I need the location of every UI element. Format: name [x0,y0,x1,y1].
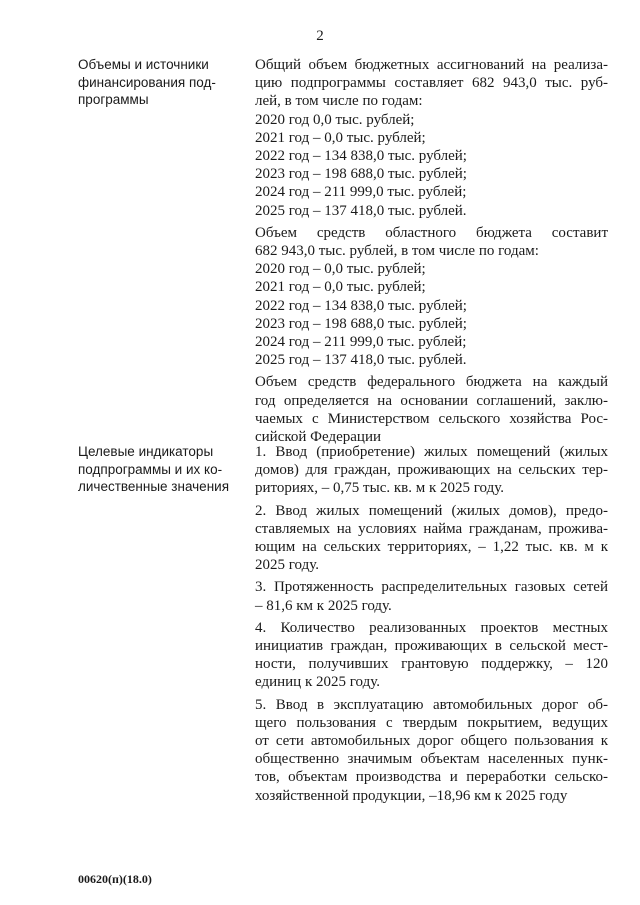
text-line: 5. Ввод в эксплуатацию автомобильных дорог об- [255,696,608,713]
text-line: Общий объем бюджетных ассигнований на реализа- [255,57,608,73]
text-line: 2023 год – 198 688,0 тыс. рублей; [255,315,467,332]
paragraph [255,578,608,614]
text-line: чаемых с Министерством сельского хозяйства Рос- [255,410,608,427]
label-line: личественные значения [78,479,229,494]
indicators-label [78,443,238,496]
text-line: 4. Количество реализованных проектов местных [255,619,608,636]
text-line: 1. Ввод (приобретение) жилых помещений (жилых [255,444,608,460]
paragraph [255,224,608,370]
label-line: Объемы и источники [78,57,209,72]
text-line: 2025 году. [255,557,319,574]
text-line: 2022 год – 134 838,0 тыс. рублей; [255,148,467,165]
financing-content [255,56,608,450]
text-line: 2025 год – 137 418,0 тыс. рублей. [255,352,467,369]
text-line: ставляемых на условиях найма гражданам, прожива- [255,520,608,537]
text-line: 2021 год – 0,0 тыс. рублей; [255,279,426,296]
text-line: 2023 год – 198 688,0 тыс. рублей; [255,166,467,183]
label-line: финансирования под- [78,74,216,90]
paragraph [255,619,608,692]
text-line: домов) для граждан, проживающих на сельских тер- [255,462,608,479]
text-line: инициатив граждан, проживающих в сельской мест- [255,638,608,655]
footer-code: 00620(п)(18.0) [78,872,152,886]
text-line: лей, в том числе по годам: [255,93,423,110]
text-line: 3. Протяженность распределительных газовых сетей [255,579,608,596]
text-line: 2022 год – 134 838,0 тыс. рублей; [255,297,467,314]
text-line: 2025 год – 137 418,0 тыс. рублей. [255,202,467,219]
page-number: 2 [316,28,324,44]
text-line: риториях, – 0,75 тыс. кв. м к 2025 году. [255,480,504,497]
text-line: – 81,6 км к 2025 году. [255,597,392,614]
text-line: тов, объектам производства и переработки сельско- [255,769,608,786]
text-line: 2020 год 0,0 тыс. рублей; [255,111,415,128]
text-line: 2021 год – 0,0 тыс. рублей; [255,129,426,146]
text-line: от сети автомобильных дорог общего пользования к [255,733,608,750]
paragraph [255,56,608,220]
text-line: общественно значимым объектам населенных пунк- [255,751,608,768]
text-line: щего пользования с твердым покрытием, ведущих [255,714,608,731]
text-line: 682 943,0 тыс. рублей, в том числе по годам: [255,243,539,260]
paragraph [255,443,608,498]
text-line: цию подпрограммы составляет 682 943,0 тыс. руб- [255,75,608,92]
indicators-content [255,443,608,809]
text-line: 2024 год – 211 999,0 тыс. рублей; [255,334,467,351]
text-line: хозяйственной продукции, –18,96 км к 2025 году [255,787,568,804]
paragraph [255,696,608,805]
text-line: Объем средств федерального бюджета на каждый [255,374,608,391]
text-line: 2020 год – 0,0 тыс. рублей; [255,261,426,278]
text-line: год определяется на основании соглашений, заклю- [255,392,608,409]
label-line: Целевые индикаторы [78,444,214,459]
text-line: 2024 год – 211 999,0 тыс. рублей; [255,184,467,201]
text-line: Объем средств областного бюджета составит [255,224,608,241]
text-line: единиц к 2025 году. [255,674,380,691]
label-line: программы [78,92,149,107]
financing-label [78,56,238,109]
paragraph [255,502,608,575]
label-line: подпрограммы и их ко- [78,461,223,477]
text-line: ности, получивших грантовую поддержку, – 120 [255,656,608,673]
paragraph [255,373,608,446]
text-line: сийской Федерации [255,429,382,446]
text-line: ющим на сельских территориях, – 1,22 тыс. кв. м к [255,539,608,556]
text-line: 2. Ввод жилых помещений (жилых домов), предо- [255,502,608,519]
